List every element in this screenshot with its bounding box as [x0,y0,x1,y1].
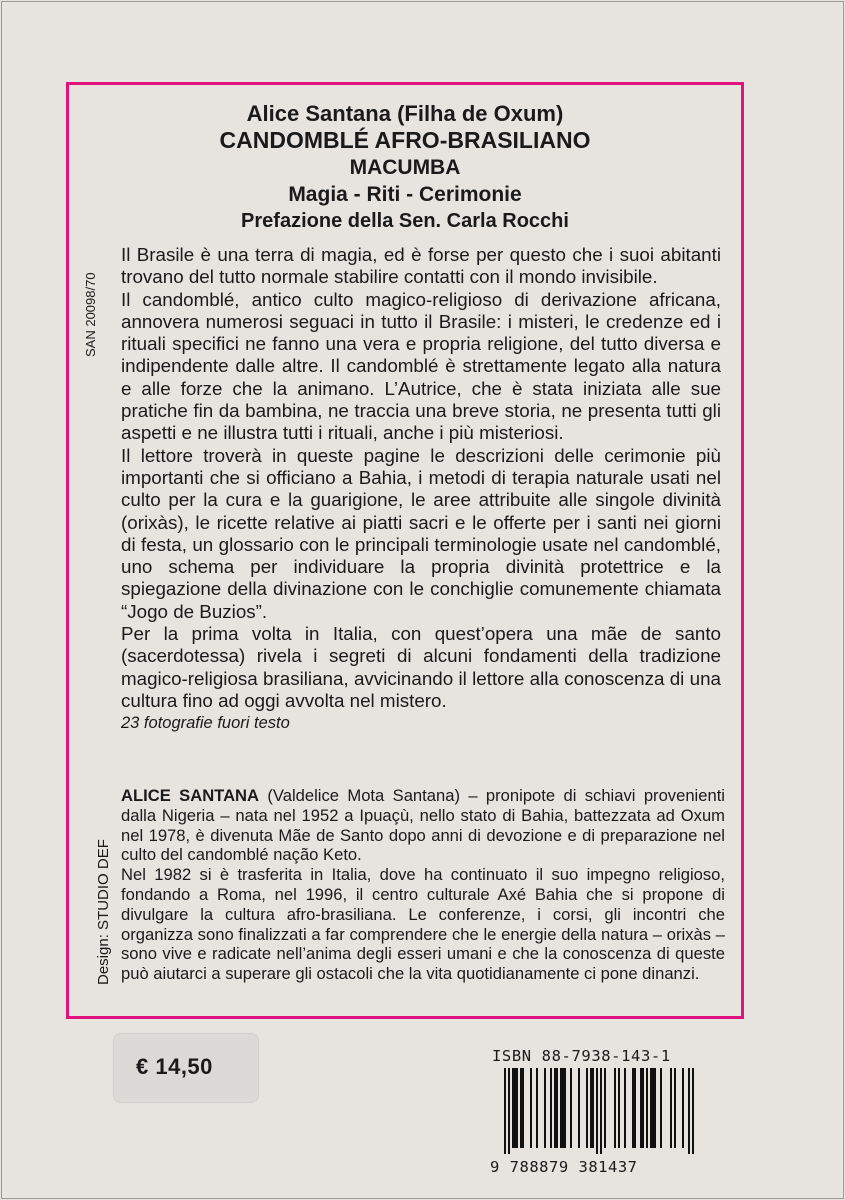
barcode-bar [674,1068,676,1148]
barcode [490,1068,708,1154]
barcode-bar [640,1068,642,1148]
barcode-bar [544,1068,546,1148]
barcode-bar [586,1068,588,1148]
barcode-bar [650,1068,652,1148]
barcode-bar [556,1068,558,1148]
blurb-paragraph: Il candomblé, antico culto magico-religioso di derivazione africana, annovera numerosi seguaci in tutto il Brasile: i misteri, le credenze ed i rituali specifici ne fanno una vera e propria religione, del tutto diversa e indipendente dalle altre. Il candomblé è strettamente legato alla natura e alle forze che la animano. L’Autrice, che è stata iniziata alle sue pratiche fin da bambina, ne traccia una breve storia, ne presenta tutti gli aspetti e ne illustra tutti i rituali, anche i più misteriosi. [121,288,721,444]
barcode-bar [632,1068,634,1148]
barcode-bar [562,1068,564,1148]
barcode-bar [514,1068,516,1148]
barcode-bar [682,1068,684,1148]
barcode-bar [570,1068,572,1148]
bio-name: ALICE SANTANA [121,786,260,805]
bio-paragraph: Nel 1982 si è trasferita in Italia, dove ha continuato il suo impegno religioso, fondando a Roma, nel 1996, il centro culturale Axé Bahia che si propone di divulgare la cultura afro-brasiliana. Le conferenze, i corsi, gli incontri che organizza sono finalizzati a far comprendere che le energie della natura – orixàs – sono vive e radicate nell’anima degli esseri umani e che la conoscenza di queste può aiutarci a superare gli ostacoli che la vita quotidianamente ci pone dinanzi. [121,865,725,984]
author-line: Alice Santana (Filha de Oxum) [246,101,564,126]
barcode-bar [670,1068,672,1148]
barcode-bar [530,1068,532,1148]
barcode-bar [522,1068,524,1148]
barcode-bar [550,1068,552,1148]
photo-caption: 23 fotografie fuori testo [121,714,290,733]
barcode-bar [660,1068,662,1148]
bio-paragraph [121,786,725,865]
catalog-code: SAN 20098/70 [83,272,98,357]
blurb-paragraph: Il lettore troverà in queste pagine le descrizioni delle cerimonie più importanti che si officiano a Bahia, i metodi di terapia naturale usati nel culto per la cura e la guarigione, le aree attribuite alle singole divinità (orixàs), le ricette relative ai piatti sacri e le offerte per i santi nei giorni di festa, un glossario con le principali terminologie usate nel candomblé, uno schema per individuare la propria divinità protettrice e la spiegazione della divinazione con le conchiglie comunemente chiamata “Jogo de Buzios”. [121,444,721,622]
barcode-bar [692,1068,694,1154]
barcode-bar [560,1068,562,1148]
barcode-bar [614,1068,616,1148]
preface-line: Prefazione della Sen. Carla Rocchi [241,210,569,232]
book-subtitle: MACUMBA [349,156,461,179]
barcode-bar [596,1068,598,1154]
barcode-bar [578,1068,580,1148]
barcode-bar [592,1068,594,1148]
title-block [66,100,744,235]
price-label: € 14,50 [136,1054,213,1079]
blurb-paragraph: Per la prima volta in Italia, con quest’opera una mãe de santo (sacerdotessa) rivela i segreti di alcuni fondamenti della tradizione magico-religiosa brasiliana, avvicinando il lettore alla conoscenza di una cultura fino ad oggi avvolta nel mistero. [121,623,721,711]
blurb [121,244,721,734]
barcode-bar [504,1068,506,1154]
isbn-label: ISBN 88-7938-143-1 [492,1047,671,1065]
barcode-bar [624,1068,626,1148]
author-bio [121,786,725,984]
barcode-bar [654,1068,656,1148]
blurb-paragraph: Il Brasile è una terra di magia, ed è forse per questo che i suoi abitanti trovano del tutto normale stabilire contatti con il mondo invisibile. [121,244,721,288]
book-tagline: Magia - Riti - Cerimonie [288,183,522,206]
barcode-bar [590,1068,592,1148]
barcode-bar [604,1068,606,1148]
barcode-bar [512,1068,514,1148]
book-title: CANDOMBLÉ AFRO-BRASILIANO [219,127,591,153]
bio-text: (Valdelice Mota Santana) – pronipote di schiavi provenienti dalla Nigeria – nata nel 1952 a Ipuaçù, nello stato di Bahia, battezzata ad Oxum nel 1978, è divenuta Mãe de Santo dopo anni di devozione e di preparazione nel culto del candomblé nação Keto. [121,786,725,865]
barcode-bar [564,1068,566,1148]
barcode-bar [554,1068,556,1148]
barcode-bar [688,1068,690,1154]
barcode-bar [520,1068,522,1148]
barcode-bar [646,1068,648,1148]
barcode-bar [642,1068,644,1148]
barcode-bar [618,1068,620,1148]
barcode-bar [536,1068,538,1148]
barcode-bar [516,1068,518,1148]
barcode-bar [600,1068,602,1154]
barcode-bar [634,1068,636,1148]
design-credit: Design: STUDIO DEF [95,839,112,985]
barcode-bar [652,1068,654,1148]
ean-number: 9 788879 381437 [490,1158,638,1176]
barcode-bar [508,1068,510,1154]
